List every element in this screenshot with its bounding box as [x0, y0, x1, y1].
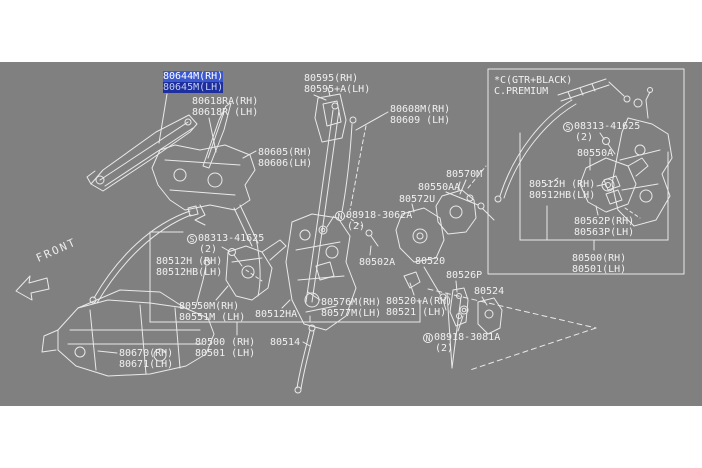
part-label-80502A[interactable]: 80502A: [359, 257, 396, 268]
part-label-80500-right[interactable]: 80500(RH) 80501(LH): [572, 253, 627, 275]
part-label-80512HA[interactable]: 80512HA: [255, 309, 298, 320]
part-label-80572U[interactable]: 80572U: [399, 194, 436, 205]
part-label-80562P[interactable]: 80562P(RH) 80563P(LH): [574, 216, 635, 238]
part-label-80520A[interactable]: 80520+A(RH) 80521 (LH): [386, 296, 453, 318]
fastener-symbol-icon: S: [563, 122, 573, 132]
fastener-symbol-icon: N: [335, 211, 345, 221]
part-label-80520[interactable]: 80520: [415, 256, 446, 267]
part-label-80514[interactable]: 80514: [270, 337, 301, 348]
part-label-80526P[interactable]: 80526P: [446, 270, 483, 281]
part-label-80550AA[interactable]: 80550AA: [418, 182, 461, 193]
part-label-80512H-left[interactable]: 80512H (RH) 80512HB(LH): [156, 256, 223, 278]
part-label-80644M[interactable]: 80644M(RH) 80645M(LH): [163, 71, 224, 93]
part-label-80512H-right[interactable]: 80512H (RH) 80512HB(LH): [529, 179, 596, 201]
part-label-80618R[interactable]: 80618RA(RH) 80618R (LH): [192, 96, 259, 118]
part-label-80550M[interactable]: 80550M(RH) 80551M (LH): [179, 301, 246, 323]
part-label-08918-3081A[interactable]: N 08918-3081A (2): [423, 332, 500, 354]
fastener-symbol-icon: N: [423, 333, 433, 343]
part-label-08313-41625-right[interactable]: S 08313-41625 (2): [563, 121, 640, 143]
part-label-08918-3062A[interactable]: N 08918-3062A (2): [335, 210, 412, 232]
part-label-80595[interactable]: 80595(RH) 80595+A(LH): [304, 73, 371, 95]
front-direction-label: FRONT: [34, 235, 79, 265]
part-label-80670[interactable]: 80670(RH) 80671(LH): [119, 348, 174, 370]
part-label-80524[interactable]: 80524: [474, 286, 505, 297]
part-label-80500-center[interactable]: 80500 (RH) 80501 (LH): [195, 337, 256, 359]
part-label-80605[interactable]: 80605(RH) 80606(LH): [258, 147, 313, 169]
part-label-80570M[interactable]: 80570M: [446, 169, 483, 180]
part-label-80550A[interactable]: 80550A: [577, 148, 614, 159]
part-label-08313-41625-left[interactable]: S 08313-41625 (2): [187, 233, 264, 255]
part-label-80576M[interactable]: 80576M(RH) 80577M(LH): [321, 297, 382, 319]
fastener-symbol-icon: S: [187, 234, 197, 244]
part-label-option-note: *C(GTR+BLACK) C.PREMIUM: [494, 75, 573, 97]
part-label-80608M[interactable]: 80608M(RH) 80609 (LH): [390, 104, 451, 126]
